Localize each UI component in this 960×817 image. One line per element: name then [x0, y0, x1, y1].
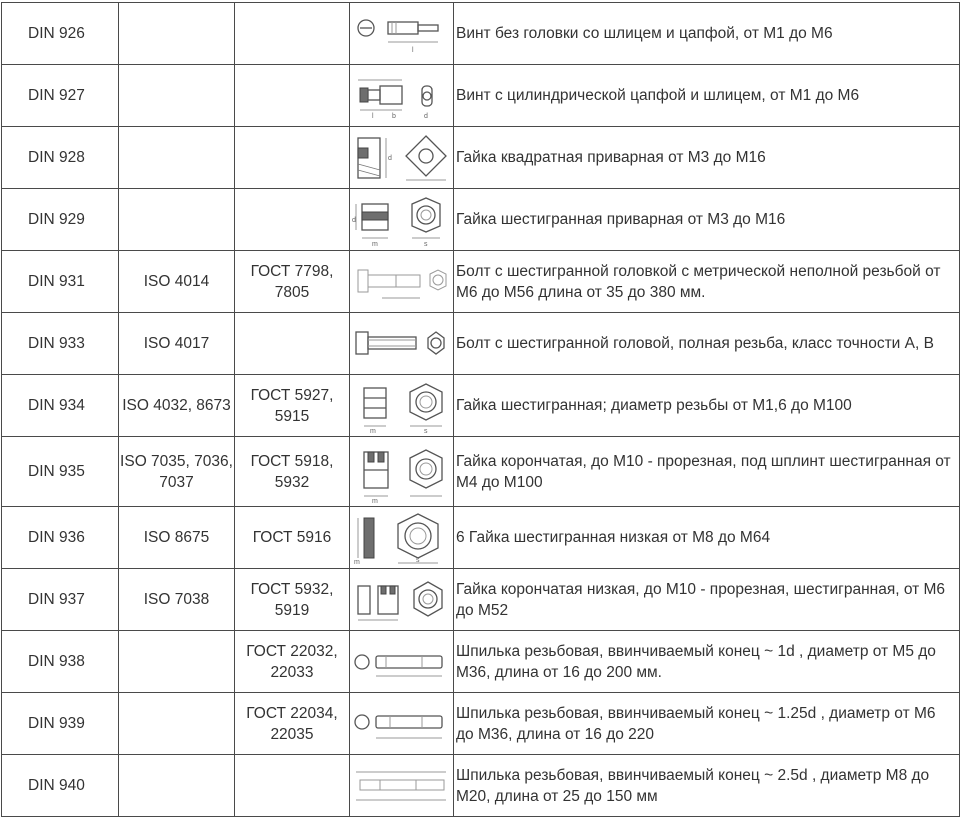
svg-text:l: l [371, 112, 374, 120]
gost-cell: ГОСТ 5927, 5915 [235, 375, 350, 437]
iso-cell [119, 127, 235, 189]
table-row [2, 693, 960, 755]
shoulder-screw-slotted-drawing [352, 68, 452, 124]
gost-cell [235, 127, 350, 189]
description-cell: Гайка корончатая низкая, до М10 - прорезная, шестигранная, от М6 до М52 [454, 569, 960, 631]
table-row [2, 3, 960, 65]
din-cell: DIN 940 [2, 755, 119, 817]
square-weld-nut-drawing [352, 130, 452, 186]
gost-cell: ГОСТ 22034, 22035 [235, 693, 350, 755]
drawing-cell [350, 65, 454, 127]
din-cell: DIN 936 [2, 507, 119, 569]
drawing-cell [350, 693, 454, 755]
drawing-cell [350, 189, 454, 251]
din-cell: DIN 926 [2, 3, 119, 65]
svg-text:s: s [423, 427, 427, 434]
drawing-cell [350, 127, 454, 189]
din-cell: DIN 927 [2, 65, 119, 127]
table-row [2, 189, 960, 251]
svg-text:m: m [353, 558, 360, 566]
description-cell: Гайка корончатая, до М10 - прорезная, под шплинт шестигранная от М4 до М100 [454, 437, 960, 507]
iso-cell: ISO 4017 [119, 313, 235, 375]
gost-cell [235, 313, 350, 375]
svg-text:l: l [411, 46, 414, 54]
iso-cell [119, 3, 235, 65]
svg-text:d: d [423, 112, 428, 120]
din-cell: DIN 928 [2, 127, 119, 189]
din-cell: DIN 939 [2, 693, 119, 755]
drawing-cell [350, 755, 454, 817]
din-standards-table [1, 2, 960, 817]
gost-cell: ГОСТ 5932, 5919 [235, 569, 350, 631]
drawing-cell [350, 313, 454, 375]
svg-text:m: m [371, 497, 378, 504]
iso-cell [119, 189, 235, 251]
description-cell: Гайка квадратная приварная от М3 до М16 [454, 127, 960, 189]
iso-cell: ISO 4014 [119, 251, 235, 313]
svg-text:b: b [391, 112, 396, 120]
drawing-cell [350, 251, 454, 313]
gost-cell: ГОСТ 7798, 7805 [235, 251, 350, 313]
table-row [2, 375, 960, 437]
svg-text:s: s [415, 556, 419, 564]
iso-cell [119, 693, 235, 755]
description-cell: Гайка шестигранная; диаметр резьбы от М1,6 до М100 [454, 375, 960, 437]
iso-cell [119, 755, 235, 817]
gost-cell: ГОСТ 5916 [235, 507, 350, 569]
description-cell: Винт без головки со шлицем и цапфой, от М1 до М6 [454, 3, 960, 65]
iso-cell: ISO 7038 [119, 569, 235, 631]
gost-cell [235, 189, 350, 251]
description-cell: Шпилька резьбовая, ввинчиваемый конец ~ 1.25d , диаметр от М6 до М36, длина от 16 до 220 [454, 693, 960, 755]
description-cell: Шпилька резьбовая, ввинчиваемый конец ~ 2.5d , диаметр М8 до М20, длина от 25 до 150 мм [454, 755, 960, 817]
drawing-cell [350, 507, 454, 569]
din-cell: DIN 929 [2, 189, 119, 251]
description-cell: Болт с шестигранной головкой с метрической неполной резьбой от М6 до М56 длина от 35 до 380 мм. [454, 251, 960, 313]
table-row [2, 507, 960, 569]
gost-cell [235, 755, 350, 817]
iso-cell [119, 65, 235, 127]
description-cell: 6 Гайка шестигранная низкая от М8 до М64 [454, 507, 960, 569]
drawing-cell [350, 437, 454, 507]
description-cell: Винт с цилиндрической цапфой и шлицем, от М1 до М6 [454, 65, 960, 127]
hex-bolt-full-thread-drawing [352, 316, 452, 372]
description-cell: Шпилька резьбовая, ввинчиваемый конец ~ 1d , диаметр от М5 до М36, длина от 16 до 200 мм. [454, 631, 960, 693]
table-row [2, 569, 960, 631]
table-row [2, 631, 960, 693]
din-cell: DIN 933 [2, 313, 119, 375]
svg-text:s: s [423, 240, 427, 248]
iso-cell: ISO 8675 [119, 507, 235, 569]
table-row [2, 127, 960, 189]
hex-weld-nut-drawing [352, 192, 452, 248]
drawing-cell [350, 375, 454, 437]
drawing-cell [350, 3, 454, 65]
svg-text:m: m [369, 427, 376, 434]
set-screw-slotted-dog-point-drawing [352, 6, 452, 62]
gost-cell: ГОСТ 22032, 22033 [235, 631, 350, 693]
din-cell: DIN 937 [2, 569, 119, 631]
din-cell: DIN 938 [2, 631, 119, 693]
stud-1d-drawing [352, 634, 452, 690]
hex-bolt-partial-thread-drawing [352, 254, 452, 310]
table-row [2, 755, 960, 817]
table-row [2, 65, 960, 127]
svg-text:d: d [387, 154, 392, 162]
stud-25d-drawing [352, 758, 452, 814]
stud-125d-drawing [352, 696, 452, 752]
gost-cell [235, 65, 350, 127]
iso-cell [119, 631, 235, 693]
castle-nut-drawing [352, 440, 452, 504]
iso-cell: ISO 4032, 8673 [119, 375, 235, 437]
din-cell: DIN 934 [2, 375, 119, 437]
iso-cell: ISO 7035, 7036, 7037 [119, 437, 235, 507]
drawing-cell [350, 631, 454, 693]
hex-nut-drawing [352, 378, 452, 434]
din-cell: DIN 935 [2, 437, 119, 507]
svg-text:m: m [371, 240, 378, 248]
drawing-cell [350, 569, 454, 631]
table-row [2, 437, 960, 507]
description-cell: Гайка шестигранная приварная от М3 до М16 [454, 189, 960, 251]
din-cell: DIN 931 [2, 251, 119, 313]
table-row [2, 251, 960, 313]
thin-hex-nut-drawing [352, 510, 452, 566]
thin-castle-nut-drawing [352, 572, 452, 628]
svg-text:d: d [351, 216, 356, 224]
gost-cell: ГОСТ 5918, 5932 [235, 437, 350, 507]
description-cell: Болт с шестигранной головой, полная резьба, класс точности А, В [454, 313, 960, 375]
table-row [2, 313, 960, 375]
gost-cell [235, 3, 350, 65]
